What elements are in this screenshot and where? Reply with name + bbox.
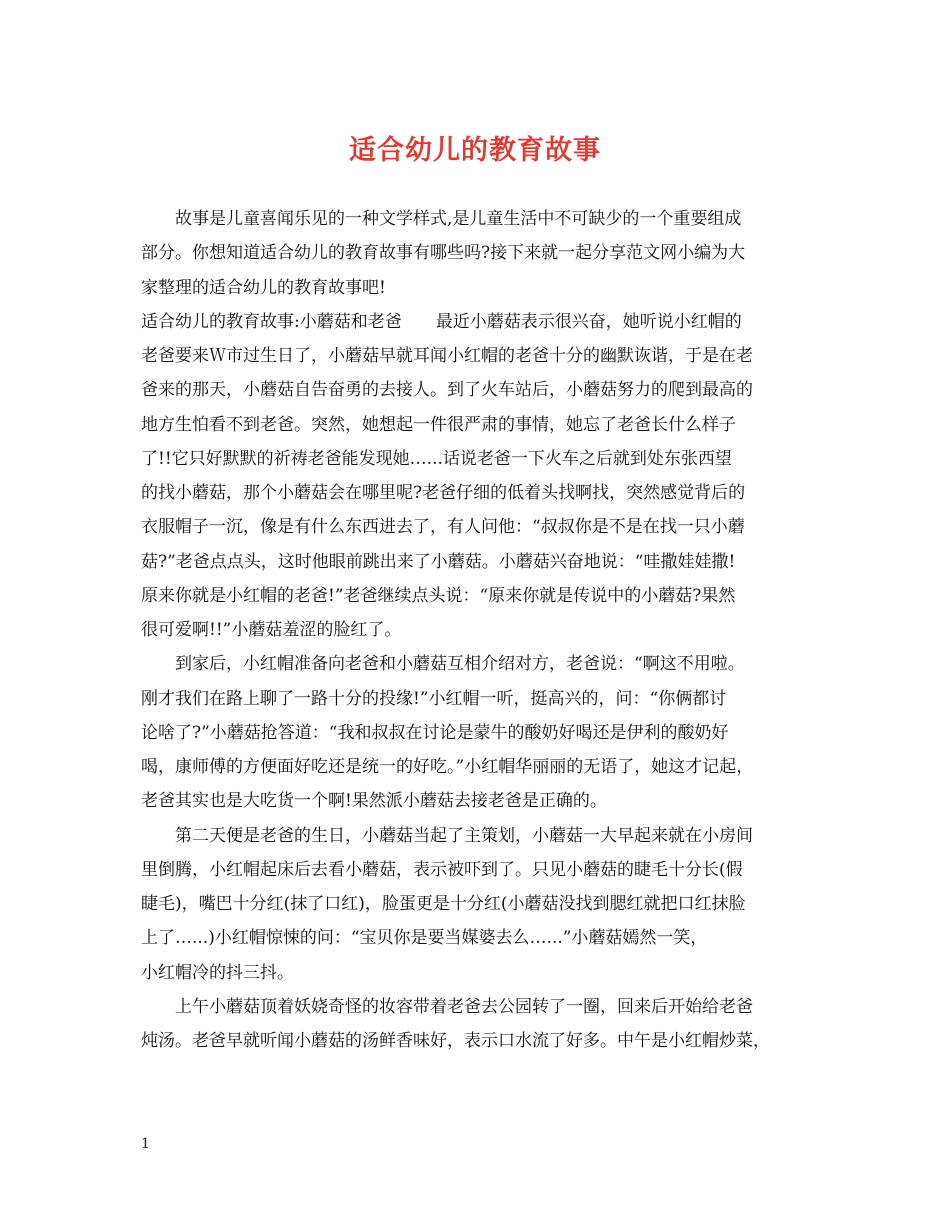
text-line: 论啥了?”小蘑菇抢答道：“我和叔叔在讨论是蒙牛的酸奶好喝还是伊利的酸奶好 — [141, 722, 729, 743]
text-line: 喝，康师傅的方便面好吃还是统一的好吃。”小红帽华丽丽的无语了，她这才记起， — [141, 757, 754, 777]
text-line: 家整理的适合幼儿的教育故事吧! — [141, 277, 386, 298]
text-line: 里倒腾，小红帽起床后去看小蘑菇，表示被吓到了。只见小蘑菇的睫毛十分长(假 — [141, 859, 743, 880]
text-line: 的找小蘑菇，那个小蘑菇会在哪里呢?老爸仔细的低着头找啊找，突然感觉背后的 — [141, 483, 746, 503]
document-title: 适合幼儿的教育故事 — [349, 135, 601, 166]
text-line: 部分。你想知道适合幼儿的教育故事有哪些吗?接下来就一起分享范文网小编为大 — [141, 243, 746, 264]
text-line: 老爸要来Ｗ市过生日了，小蘑菇早就耳闻小红帽的老爸十分的幽默诙谐，于是在老 — [141, 346, 753, 366]
text-line: 适合幼儿的教育故事:小蘑菇和老爸 最近小蘑菇表示很兴奋，她听说小红帽的 — [141, 311, 742, 332]
text-line: 衣服帽子一沉，像是有什么东西进去了，有人问他：“叔叔你是不是在找一只小蘑 — [141, 517, 745, 538]
text-line: 上了…...)小红帽惊悚的问：“宝贝你是要当媒婆去么…...”小蘑菇嫣然一笑， — [141, 928, 708, 949]
text-line: 炖汤。老爸早就听闻小蘑菇的汤鲜香味好，表示口水流了好多。中午是小红帽炒菜， — [141, 1031, 770, 1051]
text-line: 到家后，小红帽准备向老爸和小蘑菇互相介绍对方，老爸说：“啊这不用啦。 — [141, 654, 745, 675]
text-line: 上午小蘑菇顶着妖娆奇怪的妆容带着老爸去公园转了一圈，回来后开始给老爸 — [141, 996, 753, 1017]
text-line: 老爸其实也是大吃货一个啊!果然派小蘑菇去接老爸是正确的。 — [141, 791, 607, 812]
text-line: 小红帽冷的抖三抖。 — [141, 962, 294, 983]
text-line: 第二天便是老爸的生日，小蘑菇当起了主策划，小蘑菇一大早起来就在小房间 — [141, 825, 753, 846]
text-line: 原来你就是小红帽的老爸!”老爸继续点头说：“原来你就是传说中的小蘑菇?果然 — [141, 585, 736, 606]
text-line: 地方生怕看不到老爸。突然，她想起一件很严肃的事情，她忘了老爸长什么样子 — [141, 414, 736, 435]
text-line: 菇?”老爸点点头，这时他眼前跳出来了小蘑菇。小蘑菇兴奋地说：“哇撒娃娃撒! — [141, 551, 736, 572]
text-line: 爸来的那天，小蘑菇自告奋勇的去接人。到了火车站后，小蘑菇努力的爬到最高的 — [141, 380, 753, 401]
text-line: 睫毛)，嘴巴十分红(抹了口红)，脸蛋更是十分红(小蘑菇没找到腮红就把口红抹脸 — [141, 894, 746, 914]
text-line: 故事是儿童喜闻乐见的一种文学样式,是儿童生活中不可缺少的一个重要组成 — [141, 209, 742, 229]
text-line: 了!!它只好默默的祈祷老爸能发现她…...话说老爸一下火车之后就到处东张西望 — [141, 448, 732, 469]
page-number: 1 — [141, 1136, 150, 1152]
text-line: 很可爱啊!!”小蘑菇羞涩的脸红了。 — [141, 620, 402, 640]
text-line: 刚才我们在路上聊了一路十分的投缘!”小红帽一听，挺高兴的，问：“你俩都讨 — [141, 688, 727, 709]
